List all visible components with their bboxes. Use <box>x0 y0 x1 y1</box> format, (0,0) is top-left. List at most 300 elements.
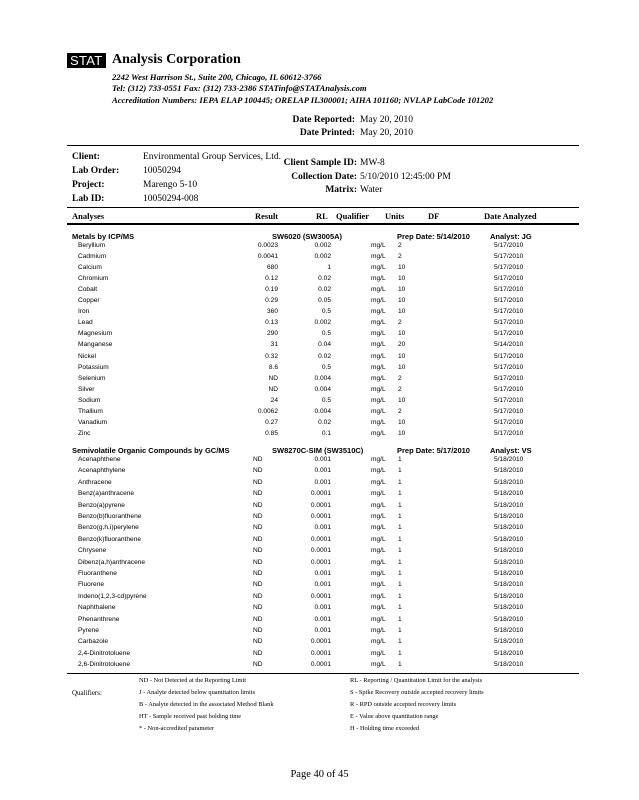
analyte-name: Calcium <box>78 264 102 272</box>
units-value: mg/L <box>371 649 386 657</box>
result-value: ND <box>253 456 263 463</box>
df-value: 10 <box>398 297 406 305</box>
date-analyzed-value: 5/17/2010 <box>494 418 524 426</box>
analyte-name: Dibenz(a,h)anthracene <box>78 558 146 566</box>
df-value: 20 <box>398 341 406 349</box>
qualifier-s: S - Spike Recovery outside accepted recovery limits <box>350 689 484 696</box>
units-value: mg/L <box>371 352 386 360</box>
rl-value: 0.5 <box>321 330 331 338</box>
units-value: mg/L <box>371 478 386 486</box>
units-value: mg/L <box>371 286 386 294</box>
date-reported-value: May 20, 2010 <box>360 115 414 125</box>
date-analyzed-value: 5/18/2010 <box>494 501 524 509</box>
date-analyzed-value: 5/18/2010 <box>494 627 524 634</box>
result-value: 680 <box>266 264 278 272</box>
rl-value: 0.02 <box>318 275 331 283</box>
table-row <box>0 661 639 673</box>
date-analyzed-value: 5/18/2010 <box>494 456 524 463</box>
result-value: 0.19 <box>265 286 278 294</box>
analyte-name: Manganese <box>78 341 113 349</box>
section-title-svoc: Semivolatile Organic Compounds by GC/MS <box>72 446 230 455</box>
result-value: 31 <box>270 341 278 349</box>
analyte-name: Vanadium <box>78 418 108 426</box>
date-analyzed-value: 5/18/2010 <box>494 558 524 566</box>
qualifiers-label: Qualifiers: <box>72 689 102 697</box>
date-reported <box>0 115 639 127</box>
project-label: Project: <box>72 180 105 190</box>
result-value: 0.0062 <box>257 407 278 415</box>
df-value: 1 <box>398 627 402 634</box>
info-lab-order <box>72 166 119 176</box>
analyte-name: Benzo(g,h,i)perylene <box>78 524 139 532</box>
units-value: mg/L <box>371 297 386 305</box>
lab-id-label: Lab ID: <box>72 194 105 204</box>
table-row <box>0 650 639 662</box>
lab-id-value: 10050294-008 <box>143 194 199 204</box>
units-value: mg/L <box>371 604 386 612</box>
units-value: mg/L <box>371 615 386 623</box>
result-value: 0.32 <box>265 352 278 360</box>
analyte-name: Pyrene <box>78 627 99 634</box>
info-client <box>72 152 100 162</box>
rl-value: 0.0001 <box>310 592 331 600</box>
df-value: 1 <box>398 490 402 498</box>
client-sample-id-label: Client Sample ID: <box>283 158 357 168</box>
result-value: 0.85 <box>265 429 278 437</box>
result-value: 0.29 <box>265 297 278 305</box>
col-analyses: Analyses <box>72 211 105 221</box>
units-value: mg/L <box>371 627 386 634</box>
qualifier-ht: HT - Sample received past holding time <box>139 713 242 720</box>
units-value: mg/L <box>371 319 386 327</box>
col-rl: RL <box>316 211 328 221</box>
df-value: 10 <box>398 396 406 404</box>
date-analyzed-value: 5/18/2010 <box>494 649 524 657</box>
result-value: 0.12 <box>265 275 278 283</box>
units-value: mg/L <box>371 385 386 393</box>
result-value: 0.27 <box>265 418 278 426</box>
date-analyzed-value: 5/14/2010 <box>494 341 524 349</box>
analyte-name: Thallium <box>78 407 103 415</box>
analyte-name: Beryllium <box>78 242 106 249</box>
df-value: 1 <box>398 478 402 486</box>
date-analyzed-value: 5/17/2010 <box>494 396 524 404</box>
analyte-name: Potassium <box>78 363 109 371</box>
rl-value: 0.0001 <box>310 547 331 555</box>
client-sample-id-value: MW-8 <box>360 158 385 168</box>
date-printed-value: May 20, 2010 <box>360 128 414 138</box>
table-row <box>0 581 639 593</box>
rl-value: 0.0001 <box>310 501 331 509</box>
result-value: 0.0041 <box>257 253 278 261</box>
matrix-value: Water <box>360 185 383 195</box>
analyte-name: Benz(a)anthracene <box>78 490 135 498</box>
units-value: mg/L <box>371 363 386 371</box>
info-lab-id <box>72 194 104 204</box>
date-analyzed-value: 5/17/2010 <box>494 308 524 316</box>
rl-value: 0.004 <box>314 407 331 415</box>
table-row <box>0 638 639 650</box>
df-value: 2 <box>398 319 402 327</box>
date-analyzed-value: 5/17/2010 <box>494 363 524 371</box>
df-value: 2 <box>398 242 402 249</box>
section-method-metals: SW6020 (SW3005A) <box>272 232 343 241</box>
qualifier-e: E - Value above quantitation range <box>350 713 439 720</box>
project-value: Marengo 5-10 <box>143 180 198 190</box>
rl-value: 0.001 <box>314 604 331 612</box>
units-value: mg/L <box>371 374 386 382</box>
units-value: mg/L <box>371 501 386 509</box>
df-value: 10 <box>398 330 406 338</box>
rl-value: 0.001 <box>314 581 331 589</box>
rl-value: 0.1 <box>321 429 331 437</box>
units-value: mg/L <box>371 535 386 543</box>
rl-value: 0.0001 <box>310 535 331 543</box>
rl-value: 0.05 <box>318 297 331 305</box>
date-analyzed-value: 5/17/2010 <box>494 275 524 283</box>
table-row <box>0 536 639 548</box>
page-number: Page 40 of 45 <box>290 769 349 780</box>
date-analyzed-value: 5/17/2010 <box>494 297 524 305</box>
header-underline <box>67 223 579 225</box>
table-row <box>0 467 639 479</box>
units-value: mg/L <box>371 396 386 404</box>
result-value: 8.6 <box>268 363 278 371</box>
result-value: ND <box>253 524 263 532</box>
date-analyzed-value: 5/18/2010 <box>494 513 524 520</box>
rl-value: 0.004 <box>314 374 331 382</box>
units-value: mg/L <box>371 558 386 566</box>
df-value: 2 <box>398 374 402 382</box>
units-value: mg/L <box>371 638 386 646</box>
date-analyzed-value: 5/18/2010 <box>494 467 524 475</box>
units-value: mg/L <box>371 524 386 532</box>
df-value: 1 <box>398 456 402 463</box>
rl-value: 0.0001 <box>310 513 331 520</box>
qualifier-star: * - Non-accredited parameter <box>139 725 215 732</box>
df-value: 1 <box>398 501 402 509</box>
date-analyzed-value: 5/18/2010 <box>494 570 524 577</box>
rl-value: 0.001 <box>314 467 331 475</box>
result-value: ND <box>253 627 263 634</box>
date-analyzed-value: 5/17/2010 <box>494 429 524 437</box>
analyte-name: Fluoranthene <box>78 570 117 577</box>
info-project <box>72 180 105 190</box>
company-contact: Tel: (312) 733-0551 Fax: (312) 733-2386 STATinfo@STATAnalysis.com <box>112 83 367 93</box>
date-analyzed-value: 5/18/2010 <box>494 592 524 600</box>
df-value: 1 <box>398 592 402 600</box>
df-value: 1 <box>398 615 402 623</box>
date-analyzed-value: 5/17/2010 <box>494 385 524 393</box>
result-value: ND <box>253 467 263 475</box>
date-analyzed-value: 5/18/2010 <box>494 490 524 498</box>
company-address: 2242 West Harrison St., Suite 200, Chicago, IL 60612-3766 <box>112 72 322 82</box>
table-row <box>0 479 639 491</box>
rl-value: 0.5 <box>321 363 331 371</box>
lab-order-label: Lab Order: <box>72 166 120 176</box>
rl-value: 0.0001 <box>310 490 331 498</box>
rl-value: 0.02 <box>318 418 331 426</box>
analyte-name: Lead <box>78 319 93 327</box>
analyte-name: Acenaphthene <box>78 456 121 463</box>
units-value: mg/L <box>371 275 386 283</box>
df-value: 2 <box>398 407 402 415</box>
section-method-svoc: SW8270C-SIM (SW3510C) <box>272 446 364 455</box>
result-value: ND <box>253 535 263 543</box>
df-value: 1 <box>398 570 402 577</box>
df-value: 1 <box>398 604 402 612</box>
rl-value: 0.002 <box>314 253 331 261</box>
analyte-name: Acenaphthylene <box>78 467 126 475</box>
section-title-metals: Metals by ICP/MS <box>72 232 135 241</box>
date-analyzed-value: 5/17/2010 <box>494 374 524 382</box>
date-analyzed-value: 5/18/2010 <box>494 547 524 555</box>
table-row <box>0 490 639 502</box>
result-value: ND <box>253 649 263 657</box>
table-row <box>0 430 639 442</box>
units-value: mg/L <box>371 253 386 261</box>
date-analyzed-value: 5/18/2010 <box>494 638 524 646</box>
analyte-name: Selenium <box>78 374 106 382</box>
rl-value: 0.04 <box>318 341 331 349</box>
df-value: 2 <box>398 385 402 393</box>
units-value: mg/L <box>371 661 386 669</box>
result-value: ND <box>253 558 263 566</box>
table-row <box>0 502 639 514</box>
client-label: Client: <box>72 152 100 162</box>
units-value: mg/L <box>371 264 386 272</box>
result-value: ND <box>253 501 263 509</box>
rl-value: 0.001 <box>314 570 331 577</box>
rl-value: 0.0001 <box>310 558 331 566</box>
qualifier-nd: ND - Not Detected at the Reporting Limit <box>139 677 247 684</box>
qualifier-j: J - Analyte detected below quantitation limits <box>139 689 256 696</box>
date-printed <box>0 128 639 140</box>
date-analyzed-value: 5/18/2010 <box>494 535 524 543</box>
date-reported-label: Date Reported: <box>292 115 355 125</box>
rl-value: 0.001 <box>314 478 331 486</box>
df-value: 1 <box>398 513 402 520</box>
table-row <box>0 593 639 605</box>
analyte-name: Phenanthrene <box>78 615 120 623</box>
units-value: mg/L <box>371 547 386 555</box>
table-row <box>0 559 639 571</box>
table-row <box>0 604 639 616</box>
company-name: Analysis Corporation <box>112 52 241 67</box>
rl-value: 0.001 <box>314 627 331 634</box>
df-value: 1 <box>398 581 402 589</box>
rl-value: 0.5 <box>321 308 331 316</box>
analyte-name: Silver <box>78 385 95 393</box>
units-value: mg/L <box>371 456 386 463</box>
result-value: ND <box>253 490 263 498</box>
qualifier-rl: RL - Reporting / Quantitation Limit for the analysis <box>350 677 483 684</box>
analyte-name: Naphthalene <box>78 604 116 612</box>
table-row <box>0 456 639 468</box>
analyte-name: Copper <box>78 297 100 305</box>
analyte-name: Cobalt <box>78 286 98 294</box>
result-value: 290 <box>266 330 278 338</box>
table-row <box>0 570 639 582</box>
analyte-name: Sodium <box>78 396 101 404</box>
date-analyzed-value: 5/17/2010 <box>494 253 524 261</box>
analyte-name: Anthracene <box>78 478 112 486</box>
analyte-name: Nickel <box>78 352 96 360</box>
units-value: mg/L <box>371 467 386 475</box>
analyte-name: Chromium <box>78 275 109 283</box>
rl-value: 0.004 <box>314 385 331 393</box>
rl-value: 0.0001 <box>310 649 331 657</box>
df-value: 1 <box>398 467 402 475</box>
df-value: 10 <box>398 418 406 426</box>
df-value: 1 <box>398 524 402 532</box>
table-row <box>0 513 639 525</box>
col-units: Units <box>385 211 405 221</box>
result-value: 360 <box>266 308 278 316</box>
collection-date-value: 5/10/2010 12:45:00 PM <box>360 172 451 182</box>
collection-date-label: Collection Date: <box>291 172 357 182</box>
df-value: 1 <box>398 638 402 646</box>
analyte-name: Indeno(1,2,3-cd)pyrene <box>78 592 147 600</box>
result-value: ND <box>253 638 263 646</box>
result-value: 24 <box>270 396 278 404</box>
result-value: ND <box>268 385 278 393</box>
section-prep-metals: Prep Date: 5/14/2010 <box>397 232 470 241</box>
analyte-name: Carbazole <box>78 638 109 646</box>
result-value: ND <box>253 661 263 669</box>
date-analyzed-value: 5/18/2010 <box>494 478 524 486</box>
col-qualifier: Qualifier <box>336 211 370 221</box>
qualifier-r: R - RPD outside accepted recovery limits <box>350 701 457 708</box>
units-value: mg/L <box>371 592 386 600</box>
df-value: 10 <box>398 275 406 283</box>
rl-value: 0.002 <box>314 242 331 249</box>
df-value: 10 <box>398 286 406 294</box>
rl-value: 0.02 <box>318 352 331 360</box>
divider <box>67 145 579 146</box>
date-analyzed-value: 5/18/2010 <box>494 661 524 669</box>
table-row <box>0 627 639 639</box>
date-analyzed-value: 5/17/2010 <box>494 264 524 272</box>
analyte-name: Magnesium <box>78 330 113 338</box>
date-analyzed-value: 5/18/2010 <box>494 524 524 532</box>
analyte-name: Benzo(b)fluoranthene <box>78 513 142 520</box>
table-row <box>0 547 639 559</box>
units-value: mg/L <box>371 418 386 426</box>
analyte-name: Chrysene <box>78 547 107 555</box>
units-value: mg/L <box>371 581 386 589</box>
accreditation-numbers: Accreditation Numbers: IEPA ELAP 100445; ORELAP IL300001; AIHA 101160; NVLAP LabCode 101202 <box>112 95 494 105</box>
units-value: mg/L <box>371 341 386 349</box>
col-result: Result <box>255 211 279 221</box>
units-value: mg/L <box>371 490 386 498</box>
analyte-name: Iron <box>78 308 90 316</box>
result-value: ND <box>253 581 263 589</box>
df-value: 10 <box>398 264 406 272</box>
analyte-name: Cadmium <box>78 253 107 261</box>
section-prep-svoc: Prep Date: 5/17/2010 <box>397 446 470 455</box>
section-analyst-metals: Analyst: JG <box>490 232 532 241</box>
df-value: 1 <box>398 558 402 566</box>
analyte-name: Benzo(a)pyrene <box>78 501 125 509</box>
date-analyzed-value: 5/17/2010 <box>494 286 524 294</box>
table-row <box>0 616 639 628</box>
date-analyzed-value: 5/17/2010 <box>494 242 524 249</box>
rl-value: 0.0001 <box>310 661 331 669</box>
units-value: mg/L <box>371 330 386 338</box>
result-value: ND <box>253 604 263 612</box>
rl-value: 0.02 <box>318 286 331 294</box>
df-value: 1 <box>398 649 402 657</box>
divider <box>67 673 579 674</box>
date-analyzed-value: 5/17/2010 <box>494 407 524 415</box>
qualifier-b: B - Analyte detected in the associated Method Blank <box>139 701 274 708</box>
units-value: mg/L <box>371 407 386 415</box>
units-value: mg/L <box>371 308 386 316</box>
result-value: ND <box>253 513 263 520</box>
qualifier-h: H - Holding time exceeded <box>350 725 420 732</box>
result-value: ND <box>253 615 263 623</box>
df-value: 10 <box>398 352 406 360</box>
rl-value: 0.001 <box>314 524 331 532</box>
df-value: 1 <box>398 547 402 555</box>
result-value: ND <box>253 478 263 486</box>
rl-value: 0.001 <box>314 615 331 623</box>
section-analyst-svoc: Analyst: VS <box>490 446 532 455</box>
df-value: 1 <box>398 535 402 543</box>
date-analyzed-value: 5/18/2010 <box>494 604 524 612</box>
df-value: 1 <box>398 661 402 669</box>
col-df: DF <box>428 211 440 221</box>
analyte-name: 2,6-Dinitrotoluene <box>78 661 131 669</box>
rl-value: 0.5 <box>321 396 331 404</box>
result-value: ND <box>253 570 263 577</box>
date-analyzed-value: 5/17/2010 <box>494 330 524 338</box>
rl-value: 0.002 <box>314 319 331 327</box>
company-logo: STAT <box>67 53 106 68</box>
result-value: 0.0023 <box>257 242 278 249</box>
result-value: ND <box>268 374 278 382</box>
table-row <box>0 524 639 536</box>
date-analyzed-value: 5/18/2010 <box>494 615 524 623</box>
divider <box>67 207 579 208</box>
df-value: 10 <box>398 363 406 371</box>
date-analyzed-value: 5/17/2010 <box>494 352 524 360</box>
col-date-analyzed: Date Analyzed <box>484 211 537 221</box>
analyte-name: Fluorene <box>78 581 105 589</box>
df-value: 2 <box>398 253 402 261</box>
lab-order-value: 10050294 <box>143 166 181 176</box>
rl-value: 0.0001 <box>310 638 331 646</box>
client-value: Environmental Group Services, Ltd. <box>143 152 281 162</box>
rl-value: 0.001 <box>314 456 331 463</box>
result-value: ND <box>253 592 263 600</box>
units-value: mg/L <box>371 513 386 520</box>
matrix-label: Matrix: <box>325 185 357 195</box>
df-value: 10 <box>398 429 406 437</box>
date-analyzed-value: 5/18/2010 <box>494 581 524 589</box>
analyte-name: Zinc <box>78 429 91 437</box>
rl-value: 1 <box>327 264 331 272</box>
result-value: 0.13 <box>265 319 278 327</box>
result-value: ND <box>253 547 263 555</box>
date-printed-label: Date Printed: <box>299 128 355 138</box>
df-value: 10 <box>398 308 406 316</box>
units-value: mg/L <box>371 242 386 249</box>
units-value: mg/L <box>371 429 386 437</box>
date-analyzed-value: 5/17/2010 <box>494 319 524 327</box>
analyte-name: 2,4-Dinitrotoluene <box>78 649 131 657</box>
